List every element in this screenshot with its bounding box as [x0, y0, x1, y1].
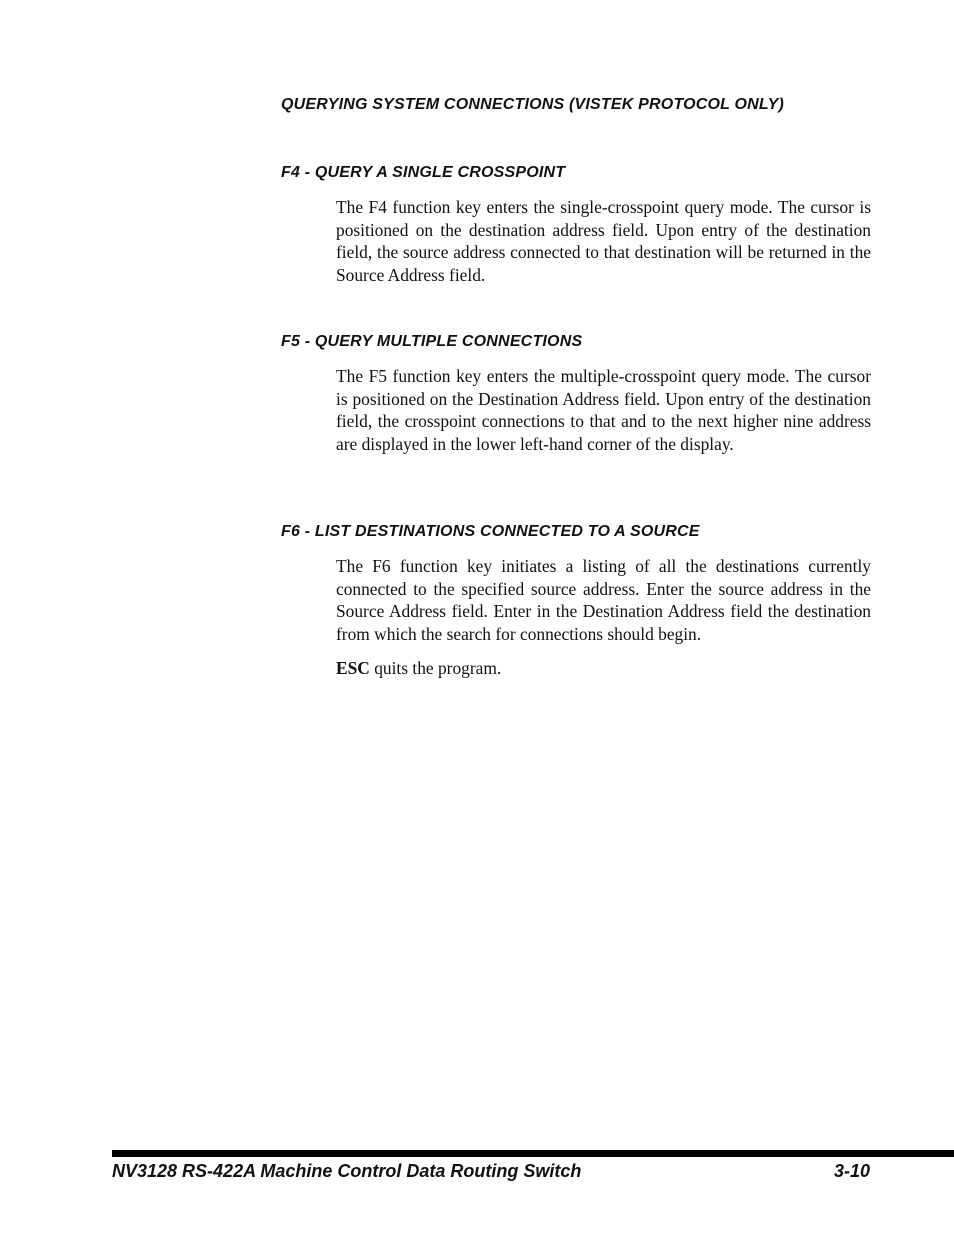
footer-rule: [112, 1150, 954, 1157]
footer-page-number: 3-10: [833, 1161, 870, 1181]
esc-key-label: ESC: [336, 658, 370, 678]
f5-description: The F5 function key enters the multiple-crosspoint query mode. The cursor is positioned on the Destination Address field. Upon entry of the destination field, the crosspoint connections to that and to the next higher nine address are displayed in the lower left-hand corner of the display.: [336, 366, 871, 454]
esc-note: [336, 657, 501, 680]
f4-heading: F4 - QUERY A SINGLE CROSSPOINT: [281, 164, 566, 181]
f6-heading: F6 - LIST DESTINATIONS CONNECTED TO A SOURCE: [281, 523, 700, 540]
f6-description: The F6 function key initiates a listing of all the destinations currently connected to the specified source address. Enter the source address in the Source Address field. Enter in the Destination Address field the destination from which the search for connections should begin.: [336, 556, 871, 644]
section-title: QUERYING SYSTEM CONNECTIONS (VISTEK PROTOCOL ONLY): [281, 96, 785, 113]
f4-description: The F4 function key enters the single-crosspoint query mode. The cursor is positioned on the destination address field. Upon entry of the destination field, the source address connected to that destination will be returned in the Source Address field.: [336, 197, 871, 285]
footer-document-title: NV3128 RS-422A Machine Control Data Routing Switch: [112, 1161, 582, 1181]
esc-note-text: quits the program.: [369, 658, 502, 678]
f5-heading: F5 - QUERY MULTIPLE CONNECTIONS: [281, 333, 583, 350]
